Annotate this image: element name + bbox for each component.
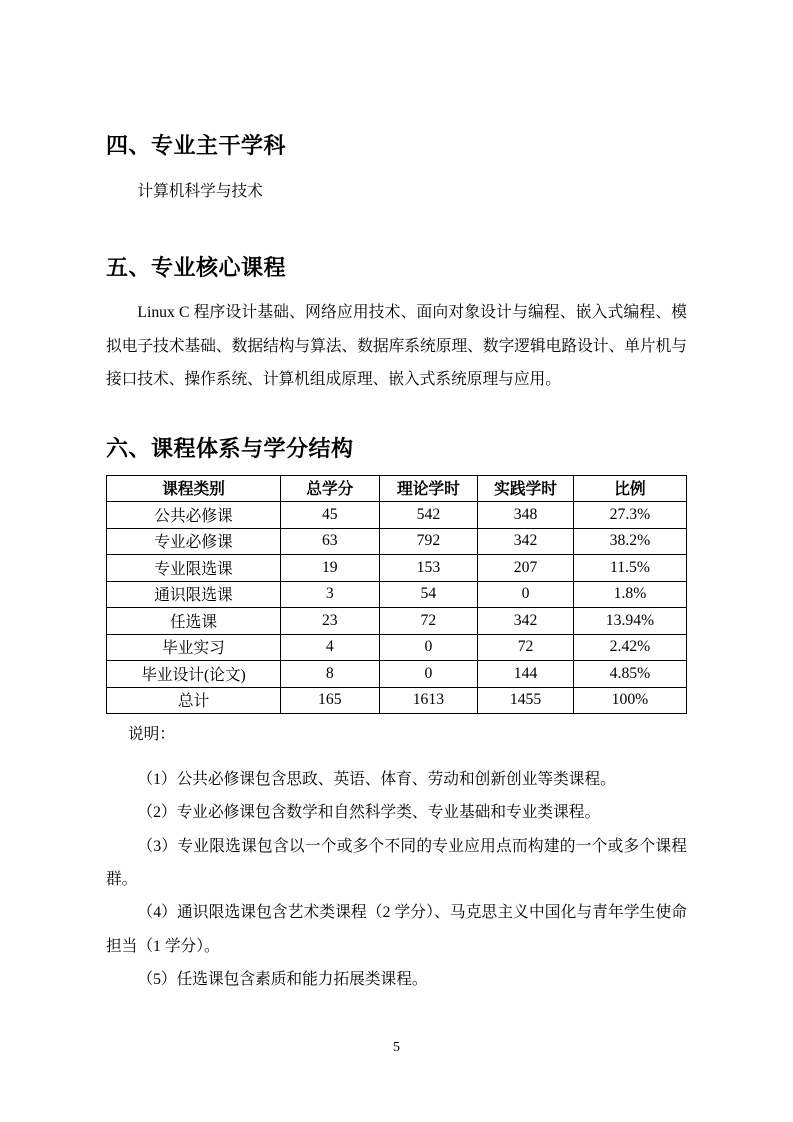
header-theory-hours: 理论学时 [379, 475, 478, 502]
table-cell: 207 [478, 555, 574, 582]
note-item-5: （5）任选课包含素质和能力拓展类课程。 [137, 971, 428, 989]
table-cell: 542 [379, 502, 478, 529]
table-row [107, 555, 687, 582]
notes-list [106, 763, 687, 997]
page-number: 5 [393, 1040, 400, 1055]
table-cell: 342 [478, 608, 574, 635]
section4-heading: 四、专业主干学科 [106, 133, 287, 158]
table-row [107, 581, 687, 608]
table-cell: 11.5% [573, 555, 686, 582]
section6-heading: 六、课程体系与学分结构 [106, 435, 354, 461]
table-cell: 144 [478, 661, 574, 688]
table-cell: 45 [281, 502, 380, 529]
table-cell: 1.8% [573, 581, 686, 608]
row-label: 毕业实习 [107, 634, 281, 661]
table-row [107, 608, 687, 635]
table-cell: 54 [379, 581, 478, 608]
header-total-credits: 总学分 [281, 475, 380, 502]
section4-body: 计算机科学与技术 [137, 183, 263, 200]
table-cell: 4 [281, 634, 380, 661]
row-label: 通识限选课 [107, 581, 281, 608]
section5-body: Linux C 程序设计基础、网络应用技术、面向对象设计与编程、嵌入式编程、模拟电子技术基础、数据结构与算法、数据库系统原理、数字逻辑电路设计、单片机与接口技术、操作系统、计算机组成原理、嵌入式系统原理与应用。 [106, 304, 687, 388]
table-cell: 72 [379, 608, 478, 635]
table-cell: 165 [281, 687, 380, 714]
table-cell: 1613 [379, 687, 478, 714]
table-cell: 4.85% [573, 661, 686, 688]
note-item-3: （3）专业限选课包含以一个或多个不同的专业应用点而构建的一个或多个课程群。 [106, 837, 687, 888]
header-practice-hours: 实践学时 [478, 475, 574, 502]
table-cell: 3 [281, 581, 380, 608]
page-content [106, 131, 687, 997]
header-ratio: 比例 [573, 475, 686, 502]
table-row [107, 634, 687, 661]
row-label: 毕业设计(论文) [107, 661, 281, 688]
table-cell: 342 [478, 528, 574, 555]
row-label: 公共必修课 [107, 502, 281, 529]
table-cell: 792 [379, 528, 478, 555]
table-cell: 100% [573, 687, 686, 714]
table-cell: 19 [281, 555, 380, 582]
row-label: 总计 [107, 687, 281, 714]
credit-structure-table [106, 475, 687, 715]
table-cell: 0 [379, 661, 478, 688]
header-course-category: 课程类别 [107, 475, 281, 502]
row-label: 专业限选课 [107, 555, 281, 582]
table-cell: 2.42% [573, 634, 686, 661]
note-item-1: （1）公共必修课包含思政、英语、体育、劳动和创新创业等类课程。 [137, 770, 616, 788]
table-row-total [107, 687, 687, 714]
table-cell: 153 [379, 555, 478, 582]
table-row [107, 528, 687, 555]
row-label: 任选课 [107, 608, 281, 635]
table-cell: 348 [478, 502, 574, 529]
table-header-row [107, 475, 687, 502]
table-cell: 1455 [478, 687, 574, 714]
notes-label: 说明： [127, 726, 176, 743]
table-cell: 72 [478, 634, 574, 661]
table-cell: 27.3% [573, 502, 686, 529]
table-row [107, 661, 687, 688]
table-cell: 38.2% [573, 528, 686, 555]
table-row [107, 502, 687, 529]
table-cell: 0 [478, 581, 574, 608]
row-label: 专业必修课 [107, 528, 281, 555]
table-cell: 8 [281, 661, 380, 688]
note-item-4: （4）通识限选课包含艺术类课程（2 学分）、马克思主义中国化与青年学生使命担当（1 学分）。 [106, 904, 687, 955]
table-cell: 23 [281, 608, 380, 635]
table-cell: 13.94% [573, 608, 686, 635]
section5-heading: 五、专业核心课程 [106, 255, 287, 280]
table-cell: 0 [379, 634, 478, 661]
note-item-2: （2）专业必修课包含数学和自然科学类、专业基础和专业类课程。 [137, 804, 601, 822]
table-cell: 63 [281, 528, 380, 555]
